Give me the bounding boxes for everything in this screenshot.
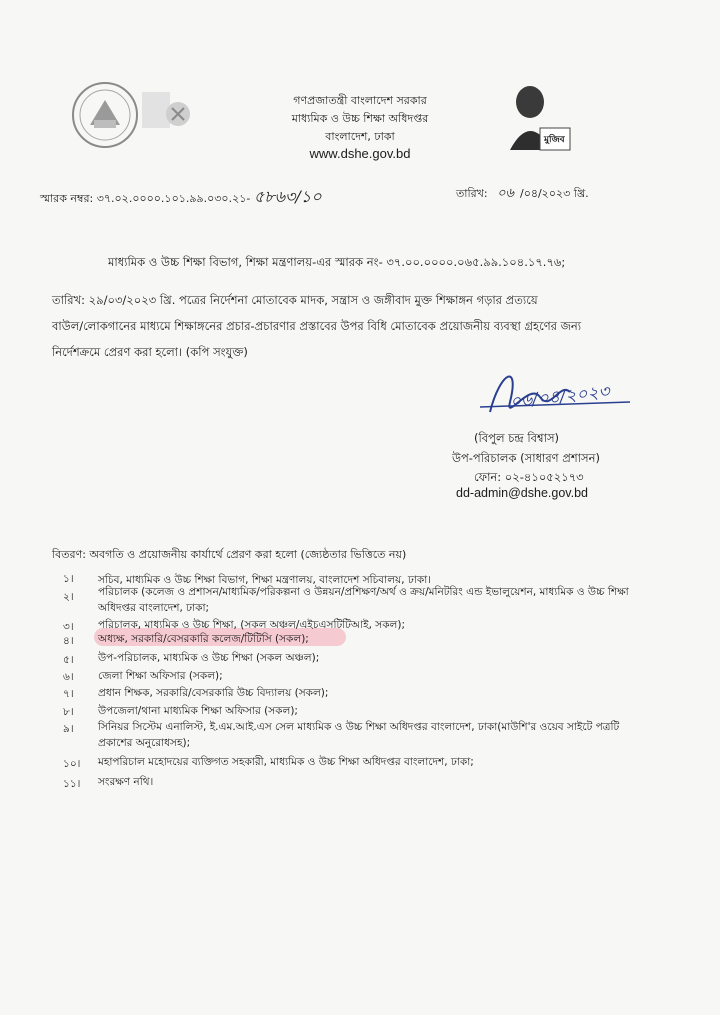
website-link[interactable]: www.dshe.gov.bd xyxy=(309,146,411,161)
item-number: ৩। xyxy=(63,621,74,633)
list-item: প্রধান শিক্ষক, সরকারি/বেসরকারি উচ্চ বিদ্যালয় (সকল); xyxy=(98,687,329,699)
list-item: সচিব, মাধ্যমিক ও উচ্চ শিক্ষা বিভাগ, শিক্ষা মন্ত্রণালয়, বাংলাদেশ সচিবালয়, ঢাকা। xyxy=(98,574,432,586)
list-item: পরিচালক, মাধ্যমিক ও উচ্চ শিক্ষা, (সকল অঞ্চল/এইচএসটিটিআই, সকল); xyxy=(98,619,406,631)
list-item: সিনিয়র সিস্টেম এনালিস্ট, ই.এম.আই.এস সেল মাধ্যমিক ও উচ্চ শিক্ষা অধিদপ্তর বাংলাদেশ, ঢাকা(মাউশি'র ওয়েব সাইটে পত্রটি প্রকাশের অনুরোধসহ); xyxy=(98,721,620,749)
signatory-email[interactable]: dd-admin@dshe.gov.bd xyxy=(456,486,588,500)
item-number: ৬। xyxy=(63,671,74,683)
list-item: পরিচালক (কলেজ ও প্রশাসন/মাধ্যমিক/পরিকল্পনা ও উন্নয়ন/প্রশিক্ষণ/অর্থ ও ক্রয়/মনিটরিং এন্ড ইভালুয়েশন, মাধ্যমিক ও উচ্চ শিক্ষা অধিদপ্তর বাংলাদেশ, ঢাকা; xyxy=(98,586,629,614)
body-line-3: বাউল/লোকগানের মাধ্যমে শিক্ষাঙ্গনের প্রচার-প্রচারণার প্রস্তাবের উপর বিধি মোতাবেক প্রয়োজনীয় ব্যবস্থা গ্রহণের জন্য xyxy=(52,319,582,333)
date-label: তারিখ: xyxy=(456,187,488,200)
signatory-phone: ফোন: ০২-৪১০৫২১৭৩ xyxy=(474,470,584,484)
ref-value: ৩৭.০২.০০০০.১০১.৯৯.০৩০.২১- xyxy=(96,192,251,205)
signatory-name: (বিপুল চন্দ্র বিশ্বাস) xyxy=(474,431,560,445)
gov-title: গণপ্রজাতন্ত্রী বাংলাদেশ সরকার xyxy=(293,94,427,107)
item-number: ৭। xyxy=(63,688,74,700)
body-line-1: মাধ্যমিক ও উচ্চ শিক্ষা বিভাগ, শিক্ষা মন্ত্রণালয়-এর স্মারক নং- ৩৭.০০.০০০০.০৬৫.৯৯.১০৪.১৭.৭৬; xyxy=(108,255,566,269)
list-item: জেলা শিক্ষা অফিসার (সকল); xyxy=(98,670,223,682)
item-number: ৮। xyxy=(63,706,74,718)
date-rest: /০৪/২০২৩ খ্রি. xyxy=(519,187,589,200)
location-title: বাংলাদেশ, ঢাকা xyxy=(325,130,395,143)
item-number: ১০। xyxy=(63,758,81,770)
item-number: ৪। xyxy=(63,635,74,647)
memo-ref xyxy=(40,184,322,211)
list-item: উপ-পরিচালক, মাধ্যমিক ও উচ্চ শিক্ষা (সকল অঞ্চল); xyxy=(98,652,320,664)
list-item: সংরক্ষণ নথি। xyxy=(98,776,154,788)
directorate-title: মাধ্যমিক ও উচ্চ শিক্ষা অধিদপ্তর xyxy=(291,112,429,125)
item-number: ২। xyxy=(63,591,74,603)
distribution-heading: বিতরণ: অবগতি ও প্রয়োজনীয় কার্যার্থে প্রেরণ করা হলো (জ্যেষ্ঠতার ভিত্তিতে নয়) xyxy=(52,548,407,561)
secondary-logo-icon xyxy=(138,86,194,136)
item-number: ৯। xyxy=(63,723,74,735)
list-item: অধ্যক্ষ, সরকারি/বেসরকারি কলেজ/টিটিসি (সকল); xyxy=(98,633,309,645)
dshe-emblem-icon xyxy=(70,80,140,150)
item-number: ১১। xyxy=(63,778,81,790)
body-line-2: তারিখ: ২৯/০৩/২০২৩ খ্রি. পত্রের নির্দেশনা মোতাবেক মাদক, সন্ত্রাস ও জঙ্গীবাদ মুক্ত শিক্ষাঙ্গন গড়ার প্রত্যয়ে xyxy=(52,293,538,307)
mujib-100-years-icon xyxy=(500,78,575,158)
mujib-logo-text: মুজিব xyxy=(544,135,565,145)
ref-handwritten: ৫৮৬৩/১০ xyxy=(253,187,322,206)
list-item: উপজেলা/থানা মাধ্যমিক শিক্ষা অফিসার (সকল); xyxy=(98,705,298,717)
signatory-designation: উপ-পরিচালক (সাধারণ প্রশাসন) xyxy=(452,451,600,465)
ref-label: স্মারক নম্বর: xyxy=(40,192,94,205)
item-number: ১। xyxy=(63,573,74,585)
memo-date xyxy=(456,184,589,205)
date-day: ০৬ xyxy=(497,186,514,201)
signature-date: ০৬/০৪/২০২৩ xyxy=(509,381,611,413)
list-item: মহাপরিচাল মহোদয়ের ব্যক্তিগত সহকারী, মাধ্যমিক ও উচ্চ শিক্ষা অধিদপ্তর বাংলাদেশ, ঢাকা; xyxy=(98,756,474,768)
body-line-4: নির্দেশক্রমে প্রেরণ করা হলো। (কপি সংযুক্ত) xyxy=(52,345,248,359)
item-number: ৫। xyxy=(63,654,74,666)
